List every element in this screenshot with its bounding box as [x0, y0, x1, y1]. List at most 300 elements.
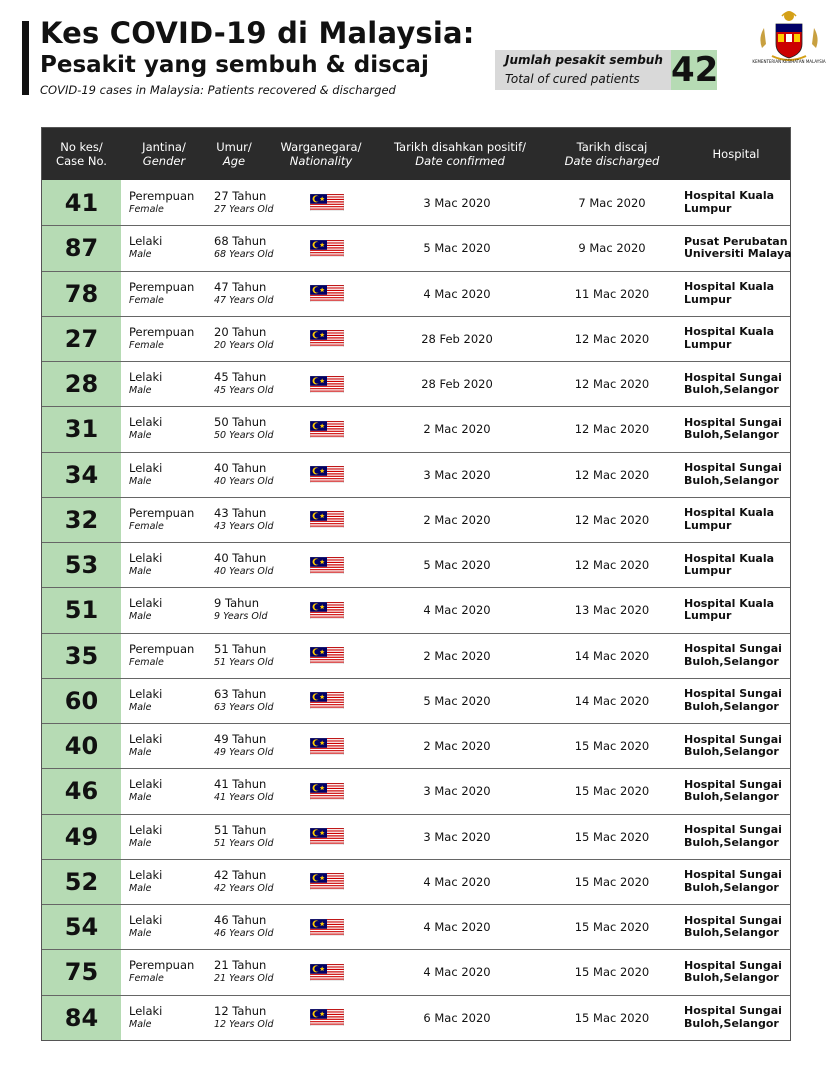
gender-cell: [129, 453, 211, 497]
hospital-line2: Buloh,Selangor: [684, 1016, 779, 1030]
gender-ms: Perempuan: [129, 279, 195, 294]
hospital-line2: Lumpur: [684, 201, 732, 215]
date-confirmed: 4 Mac 2020: [423, 874, 491, 889]
date-discharged: 7 Mac 2020: [578, 195, 646, 210]
age-cell: [214, 860, 304, 904]
date-confirmed: 4 Mac 2020: [423, 920, 491, 935]
date-confirmed: 4 Mac 2020: [423, 965, 491, 980]
gender-ms: Lelaki: [129, 460, 163, 475]
case-number: 87: [42, 226, 121, 270]
hospital-line2: Buloh,Selangor: [684, 745, 779, 759]
table-row: [42, 225, 790, 270]
age-en: 46 Years Old: [214, 928, 274, 940]
nationality-cell: [308, 679, 346, 723]
gender-en: Male: [129, 882, 152, 894]
age-ms: 43 Tahun: [214, 505, 267, 520]
malaysia-flag-icon: [310, 647, 344, 664]
nationality-cell: [308, 498, 346, 542]
case-number: 35: [42, 634, 121, 678]
gender-en: Male: [129, 385, 152, 397]
date-discharged: 12 Mac 2020: [574, 377, 650, 392]
hospital-line2: Buloh,Selangor: [684, 835, 779, 849]
gender-cell: [129, 634, 211, 678]
gender-en: Female: [129, 656, 164, 668]
gender-cell: [129, 317, 211, 361]
date-confirmed: 5 Mac 2020: [423, 558, 491, 573]
date-discharged: 15 Mac 2020: [574, 874, 650, 889]
gender-cell: [129, 769, 211, 813]
gender-cell: [129, 498, 211, 542]
case-number: 32: [42, 498, 121, 542]
table-row: [42, 406, 790, 451]
age-cell: [214, 180, 304, 225]
gender-cell: [129, 950, 211, 994]
case-number: 49: [42, 815, 121, 859]
age-ms: 40 Tahun: [214, 460, 267, 475]
table-row: [42, 814, 790, 859]
date-confirmed: 2 Mac 2020: [423, 739, 491, 754]
gender-cell: [129, 724, 211, 768]
date-discharged: 15 Mac 2020: [574, 829, 650, 844]
table-row: [42, 949, 790, 994]
date-discharged: 15 Mac 2020: [574, 784, 650, 799]
hospital-line2: Buloh,Selangor: [684, 790, 779, 804]
gender-en: Male: [129, 747, 152, 759]
date-discharged: 12 Mac 2020: [574, 512, 650, 527]
total-label-box: [495, 50, 671, 90]
nationality-cell: [308, 180, 346, 225]
age-en: 20 Years Old: [214, 339, 274, 351]
malaysia-flag-icon: [310, 783, 344, 800]
age-cell: [214, 407, 304, 451]
hospital-line1: Hospital Sungai: [684, 732, 782, 746]
hospital-cell: [684, 905, 788, 949]
gender-en: Female: [129, 294, 164, 306]
nationality-cell: [308, 588, 346, 632]
gender-ms: Lelaki: [129, 732, 163, 747]
date-confirmed: 3 Mac 2020: [423, 195, 491, 210]
gender-ms: Lelaki: [129, 234, 163, 249]
nationality-cell: [308, 724, 346, 768]
nationality-cell: [308, 453, 346, 497]
age-en: 43 Years Old: [214, 520, 274, 532]
age-cell: [214, 272, 304, 316]
hospital-cell: [684, 815, 788, 859]
case-number: 54: [42, 905, 121, 949]
header-case-no: [42, 128, 121, 180]
gender-en: Male: [129, 611, 152, 623]
hospital-cell: [684, 724, 788, 768]
table-row: [42, 859, 790, 904]
hospital-line2: Buloh,Selangor: [684, 699, 779, 713]
gender-cell: [129, 996, 211, 1040]
page-subtitle: COVID-19 cases in Malaysia: Patients recovered & discharged: [40, 83, 396, 97]
table-row: [42, 361, 790, 406]
table-row: [42, 316, 790, 361]
age-en: 42 Years Old: [214, 882, 274, 894]
age-ms: 21 Tahun: [214, 958, 267, 973]
hospital-line1: Hospital Sungai: [684, 370, 782, 384]
gender-en: Male: [129, 928, 152, 940]
total-label-ms: Jumlah pesakit sembuh: [505, 53, 663, 67]
gender-en: Female: [129, 339, 164, 351]
gender-cell: [129, 588, 211, 632]
gender-cell: [129, 815, 211, 859]
table-row: [42, 180, 790, 225]
hospital-line1: Hospital Kuala: [684, 506, 775, 520]
table-row: [42, 497, 790, 542]
age-en: 27 Years Old: [214, 203, 274, 215]
gender-cell: [129, 272, 211, 316]
date-discharged: 9 Mac 2020: [578, 241, 646, 256]
gender-en: Female: [129, 203, 164, 215]
hospital-line2: Lumpur: [684, 337, 732, 351]
malaysia-flag-icon: [310, 330, 344, 347]
hospital-cell: [684, 407, 788, 451]
age-cell: [214, 679, 304, 723]
age-cell: [214, 453, 304, 497]
case-number: 52: [42, 860, 121, 904]
malaysia-flag-icon: [310, 194, 344, 211]
gender-cell: [129, 407, 211, 451]
age-ms: 27 Tahun: [214, 188, 267, 203]
age-ms: 68 Tahun: [214, 234, 267, 249]
nationality-cell: [308, 226, 346, 270]
age-en: 51 Years Old: [214, 656, 274, 668]
hospital-cell: [684, 226, 792, 270]
date-confirmed: 3 Mac 2020: [423, 467, 491, 482]
case-number: 51: [42, 588, 121, 632]
page-title: Kes COVID-19 di Malaysia:: [40, 16, 475, 50]
hospital-line1: Hospital Sungai: [684, 687, 782, 701]
total-count: 42: [671, 50, 719, 90]
hospital-line2: Buloh,Selangor: [684, 654, 779, 668]
header-nationality: [268, 128, 374, 180]
date-confirmed: 3 Mac 2020: [423, 784, 491, 799]
table-row: [42, 271, 790, 316]
case-number: 28: [42, 362, 121, 406]
age-cell: [214, 362, 304, 406]
gender-ms: Perempuan: [129, 324, 195, 339]
hospital-cell: [684, 769, 788, 813]
age-ms: 50 Tahun: [214, 415, 267, 430]
malaysia-flag-icon: [310, 919, 344, 936]
age-ms: 47 Tahun: [214, 279, 267, 294]
nationality-cell: [308, 815, 346, 859]
case-number: 31: [42, 407, 121, 451]
hospital-cell: [684, 860, 788, 904]
case-number: 40: [42, 724, 121, 768]
gender-ms: Lelaki: [129, 1003, 163, 1018]
case-number: 46: [42, 769, 121, 813]
hospital-line2: Buloh,Selangor: [684, 383, 779, 397]
gender-en: Male: [129, 430, 152, 442]
date-discharged: 15 Mac 2020: [574, 965, 650, 980]
gender-ms: Lelaki: [129, 596, 163, 611]
header-date-confirmed: [378, 128, 542, 180]
gender-en: Female: [129, 973, 164, 985]
hospital-line1: Hospital Sungai: [684, 642, 782, 656]
age-en: 9 Years Old: [214, 611, 268, 623]
table-row: [42, 633, 790, 678]
gender-ms: Lelaki: [129, 415, 163, 430]
nationality-cell: [308, 996, 346, 1040]
table-row: [42, 452, 790, 497]
age-en: 51 Years Old: [214, 837, 274, 849]
header-gender-ms: Jantina/: [142, 140, 186, 154]
gender-ms: Lelaki: [129, 551, 163, 566]
hospital-cell: [684, 498, 788, 542]
date-confirmed: 6 Mac 2020: [423, 1010, 491, 1025]
gender-cell: [129, 180, 211, 225]
nationality-cell: [308, 362, 346, 406]
table-row: [42, 678, 790, 723]
title-accent-bar: [22, 21, 29, 95]
case-number: 75: [42, 950, 121, 994]
gender-ms: Perempuan: [129, 188, 195, 203]
hospital-line1: Hospital Sungai: [684, 958, 782, 972]
hospital-line1: Hospital Kuala: [684, 280, 775, 294]
age-en: 12 Years Old: [214, 1018, 274, 1030]
hospital-line1: Hospital Kuala: [684, 551, 775, 565]
gender-cell: [129, 543, 211, 587]
table-row: [42, 542, 790, 587]
malaysia-flag-icon: [310, 1009, 344, 1026]
hospital-cell: [684, 543, 788, 587]
age-en: 63 Years Old: [214, 701, 274, 713]
header-hospital: [684, 128, 788, 180]
hospital-line2: Universiti Malaya: [684, 247, 792, 261]
header-date-confirmed-en: Date confirmed: [415, 154, 505, 168]
case-number: 84: [42, 996, 121, 1040]
age-ms: 42 Tahun: [214, 867, 267, 882]
age-cell: [214, 905, 304, 949]
age-cell: [214, 543, 304, 587]
header-case-no-ms: No kes/: [60, 140, 103, 154]
malaysia-flag-icon: [310, 873, 344, 890]
gender-en: Male: [129, 475, 152, 487]
header-case-no-en: Case No.: [56, 154, 107, 168]
age-ms: 20 Tahun: [214, 324, 267, 339]
gender-ms: Lelaki: [129, 686, 163, 701]
age-en: 21 Years Old: [214, 973, 274, 985]
gender-en: Male: [129, 701, 152, 713]
age-en: 40 Years Old: [214, 475, 274, 487]
hospital-line1: Hospital Sungai: [684, 823, 782, 837]
age-en: 49 Years Old: [214, 747, 274, 759]
gender-en: Male: [129, 837, 152, 849]
age-en: 50 Years Old: [214, 430, 274, 442]
malaysia-flag-icon: [310, 376, 344, 393]
date-discharged: 15 Mac 2020: [574, 1010, 650, 1025]
age-ms: 63 Tahun: [214, 686, 267, 701]
hospital-cell: [684, 679, 788, 723]
case-number: 34: [42, 453, 121, 497]
nationality-cell: [308, 543, 346, 587]
date-confirmed: 4 Mac 2020: [423, 286, 491, 301]
hospital-cell: [684, 634, 788, 678]
nationality-cell: [308, 317, 346, 361]
age-ms: 40 Tahun: [214, 551, 267, 566]
date-confirmed: 3 Mac 2020: [423, 829, 491, 844]
hospital-line1: Hospital Kuala: [684, 325, 775, 339]
gender-cell: [129, 860, 211, 904]
gender-en: Male: [129, 792, 152, 804]
gender-en: Male: [129, 1018, 152, 1030]
malaysia-flag-icon: [310, 602, 344, 619]
hospital-line1: Hospital Kuala: [684, 596, 775, 610]
date-discharged: 15 Mac 2020: [574, 739, 650, 754]
hospital-cell: [684, 362, 788, 406]
date-confirmed: 5 Mac 2020: [423, 693, 491, 708]
hospital-line1: Hospital Sungai: [684, 868, 782, 882]
hospital-line2: Lumpur: [684, 564, 732, 578]
age-en: 45 Years Old: [214, 385, 274, 397]
hospital-line2: Buloh,Selangor: [684, 428, 779, 442]
age-cell: [214, 226, 304, 270]
header-date-confirmed-ms: Tarikh disahkan positif/: [393, 140, 527, 154]
case-number: 60: [42, 679, 121, 723]
malaysia-flag-icon: [310, 240, 344, 257]
header-age-ms: Umur/: [216, 140, 252, 154]
nationality-cell: [308, 860, 346, 904]
hospital-line1: Hospital Sungai: [684, 461, 782, 475]
hospital-line1: Hospital Kuala: [684, 189, 775, 203]
hospital-cell: [684, 996, 788, 1040]
malaysia-flag-icon: [310, 421, 344, 438]
table-header: [42, 128, 790, 180]
hospital-line2: Buloh,Selangor: [684, 473, 779, 487]
total-label-en: Total of cured patients: [505, 72, 640, 86]
header-gender: [124, 128, 204, 180]
gender-ms: Lelaki: [129, 370, 163, 385]
date-discharged: 12 Mac 2020: [574, 558, 650, 573]
date-confirmed: 2 Mac 2020: [423, 648, 491, 663]
case-number: 78: [42, 272, 121, 316]
hospital-line1: Hospital Sungai: [684, 777, 782, 791]
malaysia-flag-icon: [310, 466, 344, 483]
malaysia-flag-icon: [310, 557, 344, 574]
header-date-discharged-ms: Tarikh discaj: [576, 140, 648, 154]
hospital-cell: [684, 180, 788, 225]
hospital-line1: Hospital Sungai: [684, 1004, 782, 1018]
malaysia-flag-icon: [310, 692, 344, 709]
hospital-cell: [684, 453, 788, 497]
nationality-cell: [308, 272, 346, 316]
table-row: [42, 768, 790, 813]
age-en: 41 Years Old: [214, 792, 274, 804]
malaysia-flag-icon: [310, 738, 344, 755]
age-ms: 51 Tahun: [214, 822, 267, 837]
hospital-line2: Buloh,Selangor: [684, 971, 779, 985]
header-nationality-en: Nationality: [289, 154, 353, 168]
cases-table: [41, 127, 791, 1041]
gender-en: Male: [129, 566, 152, 578]
gender-ms: Lelaki: [129, 913, 163, 928]
gender-cell: [129, 226, 211, 270]
hospital-line2: Lumpur: [684, 292, 732, 306]
age-cell: [214, 815, 304, 859]
case-number: 41: [42, 180, 121, 225]
nationality-cell: [308, 769, 346, 813]
case-number: 27: [42, 317, 121, 361]
date-discharged: 14 Mac 2020: [574, 648, 650, 663]
hospital-cell: [684, 588, 788, 632]
age-ms: 51 Tahun: [214, 641, 267, 656]
malaysia-flag-icon: [310, 828, 344, 845]
gender-cell: [129, 905, 211, 949]
hospital-cell: [684, 317, 788, 361]
gender-ms: Lelaki: [129, 867, 163, 882]
header-date-discharged: [542, 128, 682, 180]
date-discharged: 12 Mac 2020: [574, 422, 650, 437]
hospital-line1: Hospital Sungai: [684, 415, 782, 429]
nationality-cell: [308, 407, 346, 451]
age-ms: 9 Tahun: [214, 596, 260, 611]
date-discharged: 14 Mac 2020: [574, 693, 650, 708]
date-discharged: 11 Mac 2020: [574, 286, 650, 301]
date-confirmed: 28 Feb 2020: [421, 331, 493, 346]
age-cell: [214, 498, 304, 542]
hospital-line2: Buloh,Selangor: [684, 880, 779, 894]
malaysia-flag-icon: [310, 511, 344, 528]
case-number: 53: [42, 543, 121, 587]
gender-ms: Lelaki: [129, 777, 163, 792]
age-ms: 45 Tahun: [214, 370, 267, 385]
hospital-line1: Hospital Sungai: [684, 913, 782, 927]
date-confirmed: 2 Mac 2020: [423, 512, 491, 527]
hospital-cell: [684, 950, 788, 994]
nationality-cell: [308, 950, 346, 994]
date-confirmed: 5 Mac 2020: [423, 241, 491, 256]
date-discharged: 13 Mac 2020: [574, 603, 650, 618]
header-hospital-label: Hospital: [712, 147, 760, 161]
header-age: [204, 128, 264, 180]
header-gender-en: Gender: [142, 154, 186, 168]
table-row: [42, 904, 790, 949]
gender-en: Female: [129, 520, 164, 532]
table-row: [42, 995, 790, 1040]
date-confirmed: 28 Feb 2020: [421, 377, 493, 392]
gender-ms: Lelaki: [129, 822, 163, 837]
header-date-discharged-en: Date discharged: [564, 154, 660, 168]
hospital-line2: Lumpur: [684, 609, 732, 623]
nationality-cell: [308, 634, 346, 678]
age-cell: [214, 769, 304, 813]
date-discharged: 12 Mac 2020: [574, 467, 650, 482]
age-ms: 41 Tahun: [214, 777, 267, 792]
gender-cell: [129, 679, 211, 723]
hospital-line2: Lumpur: [684, 518, 732, 532]
coat-of-arms-logo: [756, 8, 822, 90]
gender-en: Male: [129, 249, 152, 261]
age-cell: [214, 317, 304, 361]
malaysia-flag-icon: [310, 964, 344, 981]
date-discharged: 12 Mac 2020: [574, 331, 650, 346]
logo-text: KEMENTERIAN KESIHATAN MALAYSIA: [752, 59, 826, 64]
header-age-en: Age: [222, 154, 246, 168]
hospital-cell: [684, 272, 788, 316]
age-cell: [214, 950, 304, 994]
nationality-cell: [308, 905, 346, 949]
gender-cell: [129, 362, 211, 406]
hospital-line2: Buloh,Selangor: [684, 926, 779, 940]
age-cell: [214, 724, 304, 768]
date-confirmed: 4 Mac 2020: [423, 603, 491, 618]
hospital-line1: Pusat Perubatan: [684, 234, 788, 248]
age-ms: 46 Tahun: [214, 913, 267, 928]
age-ms: 12 Tahun: [214, 1003, 267, 1018]
